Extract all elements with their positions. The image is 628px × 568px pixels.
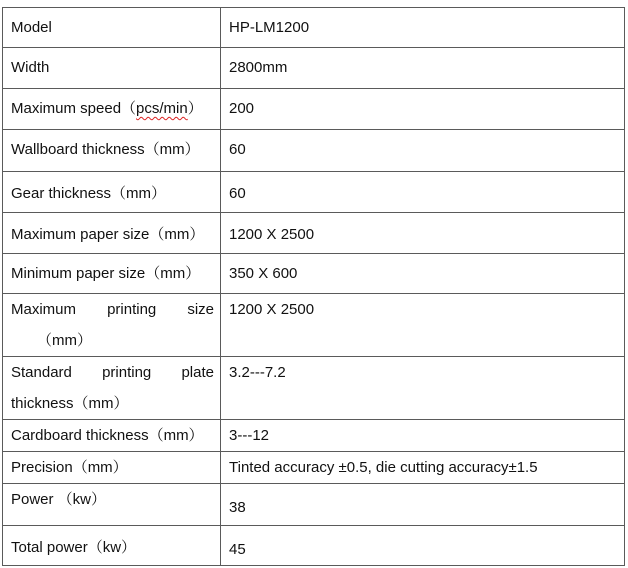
row-value: Tinted accuracy ±0.5, die cutting accuracy±1.5 [221, 452, 625, 484]
spec-table [2, 7, 625, 566]
row-label: Cardboard thickness（mm） [3, 420, 221, 452]
row-label: Wallboard thickness（mm） [3, 130, 221, 172]
row-value: 3---12 [221, 420, 625, 452]
row-value: 3.2---7.2 [221, 357, 625, 420]
row-label [3, 357, 221, 420]
label-word: Standard [11, 364, 72, 381]
table-row [3, 254, 625, 294]
row-label: Minimum paper size（mm） [3, 254, 221, 294]
table-row [3, 8, 625, 48]
label-line-2: thickness（mm） [11, 395, 129, 412]
row-value: 1200 X 2500 [221, 213, 625, 254]
label-word: plate [181, 364, 214, 381]
label-word: size [187, 301, 214, 318]
row-value-text: 45 [229, 541, 246, 558]
row-label [3, 526, 221, 566]
row-value: 60 [221, 172, 625, 213]
table-row [3, 172, 625, 213]
row-label [3, 294, 221, 357]
row-label: Width [3, 48, 221, 89]
table-row [3, 213, 625, 254]
table-row [3, 357, 625, 420]
row-label: Gear thickness（mm） [3, 172, 221, 213]
table-row [3, 130, 625, 172]
table-row [3, 420, 625, 452]
row-label: Power （kw） [3, 484, 221, 526]
table-row [3, 48, 625, 89]
row-value: 200 [221, 89, 625, 130]
table-row [3, 526, 625, 566]
row-value-text: 38 [229, 499, 246, 516]
row-value [221, 526, 625, 566]
row-value: 1200 X 2500 [221, 294, 625, 357]
table-row [3, 89, 625, 130]
label-word: Maximum [11, 301, 77, 318]
table-row [3, 294, 625, 357]
label-unit: pcs/min [136, 100, 188, 117]
row-value: 2800mm [221, 48, 625, 89]
label-word: printing [107, 301, 157, 318]
row-value [221, 484, 625, 526]
table-row [3, 452, 625, 484]
table-row [3, 484, 625, 526]
label-line-2: （mm） [37, 332, 92, 349]
label-line-1 [11, 357, 214, 388]
row-label: Maximum paper size（mm） [3, 213, 221, 254]
row-label: Model [3, 8, 221, 48]
label-word: printing [102, 364, 152, 381]
row-value: HP-LM1200 [221, 8, 625, 48]
row-value: 60 [221, 130, 625, 172]
label-suffix: ） [187, 100, 203, 117]
row-label [3, 89, 221, 130]
label-prefix: Maximum speed（ [11, 100, 137, 117]
row-value: 350 X 600 [221, 254, 625, 294]
label-line-1 [11, 294, 214, 325]
row-label: Precision（mm） [3, 452, 221, 484]
row-label-text: Total power（kw） [11, 539, 137, 556]
